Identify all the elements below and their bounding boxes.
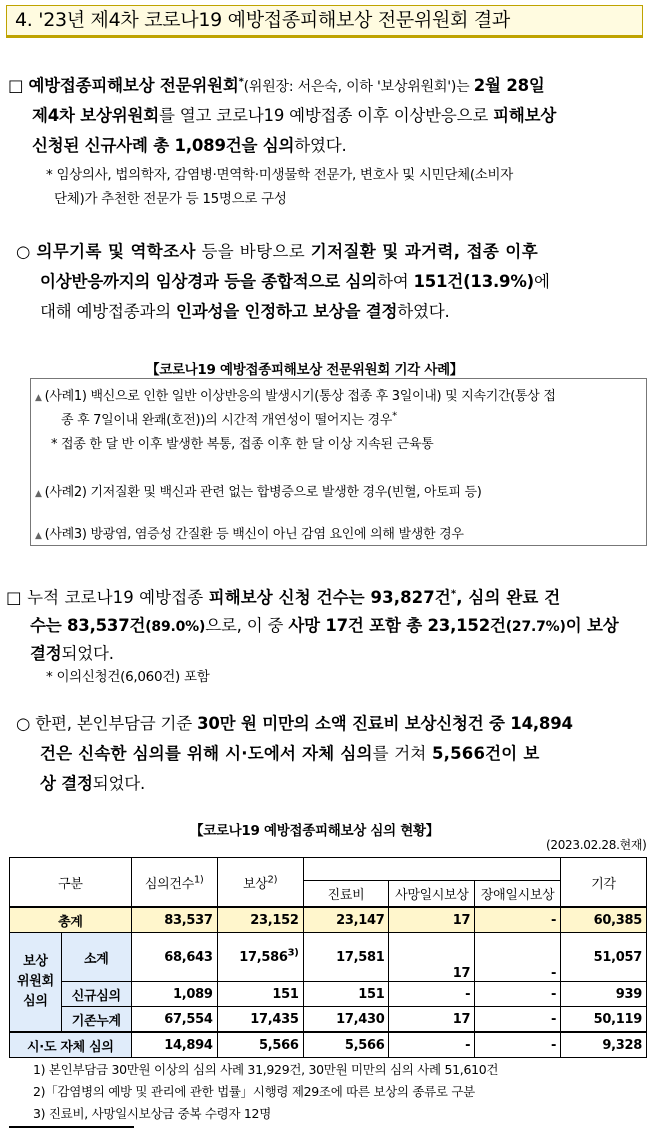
footnote-2: 2)「감염병의 예방 및 관리에 관한 법률」시행령 제29조에 따른 보상의 종류로 구분 bbox=[33, 1084, 475, 1099]
footnote-3: 3) 진료비, 사망일시보상금 중복 수령자 12명 bbox=[33, 1106, 271, 1121]
triangle-bullet-icon: ▲ bbox=[35, 531, 42, 541]
table-row-subtotal bbox=[10, 933, 647, 982]
cell-death: 17 bbox=[389, 933, 475, 982]
header-reviewed: 심의건수$^{1)}$ bbox=[131, 858, 217, 908]
cell-rejected: 60,385 bbox=[561, 907, 647, 933]
cell-death: - bbox=[389, 982, 475, 1007]
compensation-status-table bbox=[9, 857, 647, 1058]
para2-line3: 대해 예방접종과의 인과성을 인정하고 보상을 결정하였다. bbox=[40, 302, 450, 321]
cell-label: 소계 bbox=[61, 933, 131, 982]
cell-death: 17 bbox=[389, 907, 475, 933]
para1-line3: 신청된 신규사례 총 1,089건을 심의하였다. bbox=[32, 136, 347, 155]
case1-note: * 접종 한 달 반 이후 발생한 복통, 접종 이후 한 달 이상 지속된 근육통 bbox=[51, 437, 434, 452]
cases-caption: 【코로나19 예방접종피해보상 전문위원회 기각 사례】 bbox=[146, 362, 464, 378]
table-row-new bbox=[10, 982, 647, 1007]
para3-note: * 이의신청건(6,060건) 포함 bbox=[46, 669, 210, 685]
cell-reviewed: 14,894 bbox=[131, 1032, 217, 1058]
cell-reviewed: 1,089 bbox=[131, 982, 217, 1007]
cell-rejected: 9,328 bbox=[561, 1032, 647, 1058]
heading-underline bbox=[6, 36, 643, 38]
cell-compensated: 17,586$^{3)}$ bbox=[217, 933, 303, 982]
table-row-existing bbox=[10, 1007, 647, 1033]
cell-death: - bbox=[389, 1032, 475, 1058]
para1-line2: 제4차 보상위원회를 열고 코로나19 예방접종 이후 이상반응으로 피해보상 bbox=[32, 106, 557, 125]
cell-label: 시·도 자체 심의 bbox=[10, 1032, 132, 1058]
cell-disability: - bbox=[475, 1007, 561, 1033]
cell-rejected: 51,057 bbox=[561, 933, 647, 982]
cell-medical: 17,581 bbox=[303, 933, 389, 982]
table-caption: 【코로나19 예방접종피해보상 심의 현황】 bbox=[190, 823, 439, 839]
cell-reviewed: 68,643 bbox=[131, 933, 217, 982]
header-compensation-types bbox=[303, 858, 560, 881]
header-death: 사망일시보상 bbox=[389, 881, 475, 907]
para4-line2: 건은 신속한 심의를 위해 시·도에서 자체 심의를 거쳐 5,566건이 보 bbox=[40, 744, 540, 763]
cell-reviewed: 67,554 bbox=[131, 1007, 217, 1033]
para1-note-line1: * 임상의사, 법의학자, 감염병·면역학·미생물학 전문가, 변호사 및 시민단체(소비자 bbox=[46, 167, 514, 183]
square-bullet-icon: □ bbox=[6, 588, 22, 607]
cell-disability: - bbox=[475, 1032, 561, 1058]
header-compensated: 보상$^{2)}$ bbox=[217, 858, 303, 908]
header-category: 구분 bbox=[10, 858, 132, 908]
para4-line1: ○ 한편, 본인부담금 기준 30만 원 미만의 소액 진료비 보상신청건 중 14,894 bbox=[16, 714, 573, 733]
circle-bullet-icon: ○ bbox=[16, 242, 31, 261]
circle-bullet-icon: ○ bbox=[16, 714, 31, 733]
para1-line1: □ 예방접종피해보상 전문위원회*(위원장: 서은숙, 이하 '보상위원회')는 2월 28일 bbox=[8, 76, 545, 95]
header-disability: 장애일시보상 bbox=[475, 881, 561, 907]
section-heading: 4. '23년 제4차 코로나19 예방접종피해보상 전문위원회 결과 bbox=[6, 5, 643, 36]
footnote-1: 1) 본인부담금 30만원 이상의 심의 사례 31,929건, 30만원 미만의 심의 사례 51,610건 bbox=[33, 1062, 499, 1077]
square-bullet-icon: □ bbox=[8, 76, 24, 95]
case1-line1: ▲ (사례1) 백신으로 인한 일반 이상반응의 발생시기(통상 접종 후 3일이내) 및 지속기간(통상 접 bbox=[35, 389, 556, 404]
cell-disability: - bbox=[475, 933, 561, 982]
cell-rejected: 939 bbox=[561, 982, 647, 1007]
cell-compensated: 17,435 bbox=[217, 1007, 303, 1033]
cell-compensated: 151 bbox=[217, 982, 303, 1007]
cell-disability: - bbox=[475, 907, 561, 933]
triangle-bullet-icon: ▲ bbox=[35, 489, 42, 499]
page-bottom-rule bbox=[9, 1126, 134, 1128]
case3-line: ▲ (사례3) 방광염, 염증성 간질환 등 백신이 아닌 감염 요인에 의해 발생한 경우 bbox=[35, 527, 464, 542]
header-rejected: 기각 bbox=[561, 858, 647, 908]
para3-line1: □ 누적 코로나19 예방접종 피해보상 신청 건수는 93,827건*, 심의 완료 건 bbox=[6, 588, 561, 607]
cell-compensated: 5,566 bbox=[217, 1032, 303, 1058]
case1-line2: 종 후 7일이내 완쾌(호전))의 시간적 개연성이 떨어지는 경우* bbox=[61, 410, 397, 428]
cell-medical: 17,430 bbox=[303, 1007, 389, 1033]
cell-compensated: 23,152 bbox=[217, 907, 303, 933]
para3-line2: 수는 83,537건(89.0%)으로, 이 중 사망 17건 포함 총 23,152건(27.7%)이 보상 bbox=[30, 616, 619, 635]
table-row-total bbox=[10, 907, 647, 933]
rejection-cases-box bbox=[30, 378, 647, 546]
cell-label: 신규심의 bbox=[61, 982, 131, 1007]
para2-line2: 이상반응까지의 임상경과 등을 종합적으로 심의하여 151건(13.9%)에 bbox=[40, 272, 550, 291]
para4-line3: 상 결정되었다. bbox=[40, 774, 146, 793]
cell-rejected: 50,119 bbox=[561, 1007, 647, 1033]
cell-medical: 151 bbox=[303, 982, 389, 1007]
committee-group-label: 보상 위원회 심의 bbox=[10, 933, 62, 1033]
cell-medical: 23,147 bbox=[303, 907, 389, 933]
cell-label: 기존누계 bbox=[61, 1007, 131, 1033]
cell-label: 총계 bbox=[10, 907, 132, 933]
cell-death: 17 bbox=[389, 1007, 475, 1033]
cell-disability: - bbox=[475, 982, 561, 1007]
case2-line: ▲ (사례2) 기저질환 및 백신과 관련 없는 합병증으로 발생한 경우(빈혈, 아토피 등) bbox=[35, 485, 482, 500]
para3-line3: 결정되었다. bbox=[30, 644, 114, 663]
table-row-local bbox=[10, 1032, 647, 1058]
para1-note-line2: 단체)가 추천한 전문가 등 15명으로 구성 bbox=[54, 191, 287, 207]
table-date: (2023.02.28.현재) bbox=[546, 838, 647, 852]
triangle-bullet-icon: ▲ bbox=[35, 393, 42, 403]
cell-medical: 5,566 bbox=[303, 1032, 389, 1058]
cell-reviewed: 83,537 bbox=[131, 907, 217, 933]
para2-line1: ○ 의무기록 및 역학조사 등을 바탕으로 기저질환 및 과거력, 접종 이후 bbox=[16, 242, 539, 261]
header-medical: 진료비 bbox=[303, 881, 389, 907]
